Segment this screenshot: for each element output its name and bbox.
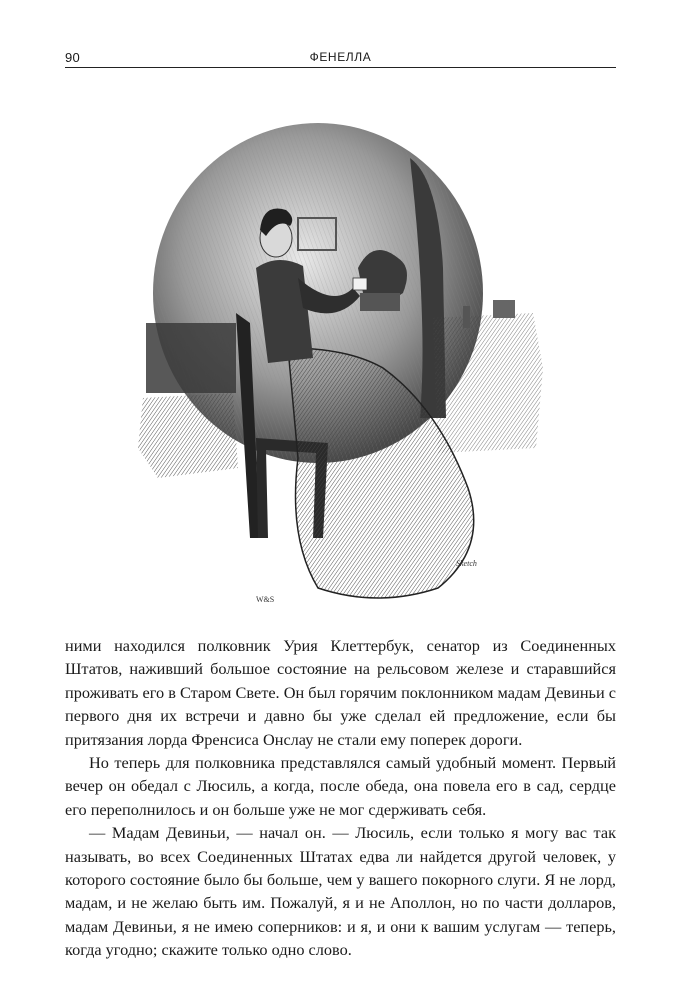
header-rule xyxy=(65,67,616,68)
page-number: 90 xyxy=(65,50,81,65)
body-text xyxy=(65,634,616,962)
paragraph: ними находился полковник Урия Клеттербук, сенатор из Соединенных Штатов, наживший большое состояние на рельсовом железе и старавшийся проживать его в Старом Свете. Он был горячим поклонником мадам Девиньи с первого дня их встречи и давно бы уже сделал ей предложение, если бы притязания лорда Френсиса Онслау не стали ему поперек дороги. xyxy=(65,636,616,749)
page-header xyxy=(65,50,616,70)
running-title: ФЕНЕЛЛА xyxy=(309,50,372,64)
signature-left: W&S xyxy=(256,595,275,604)
paragraph: — Мадам Девиньи, — начал он. — Люсиль, если только я могу вас так называть, во всех Соединенных Штатах едва ли найдется другой человек, у которого состояние было бы больше, чем у вашего покорного слуги. Я не лорд, мадам, и не желаю быть им. Пожалуй, я и не Аполлон, но по части долларов, мадам Девиньи, я не имею соперников: и я, и они к вашим услугам — теперь, когда угодно; скажите только одно слово. xyxy=(65,823,616,960)
signature-right: Sketch xyxy=(456,559,477,568)
paragraph: Но теперь для полковника представлялся самый удобный момент. Первый вечер он обедал с Люсиль, а когда, после обеда, она повела его в сад, сердце его переполнилось и он больше уже не мог сдерживать себя. xyxy=(65,753,616,819)
trunk xyxy=(138,393,238,478)
desk xyxy=(433,313,543,453)
illustration xyxy=(138,118,548,610)
